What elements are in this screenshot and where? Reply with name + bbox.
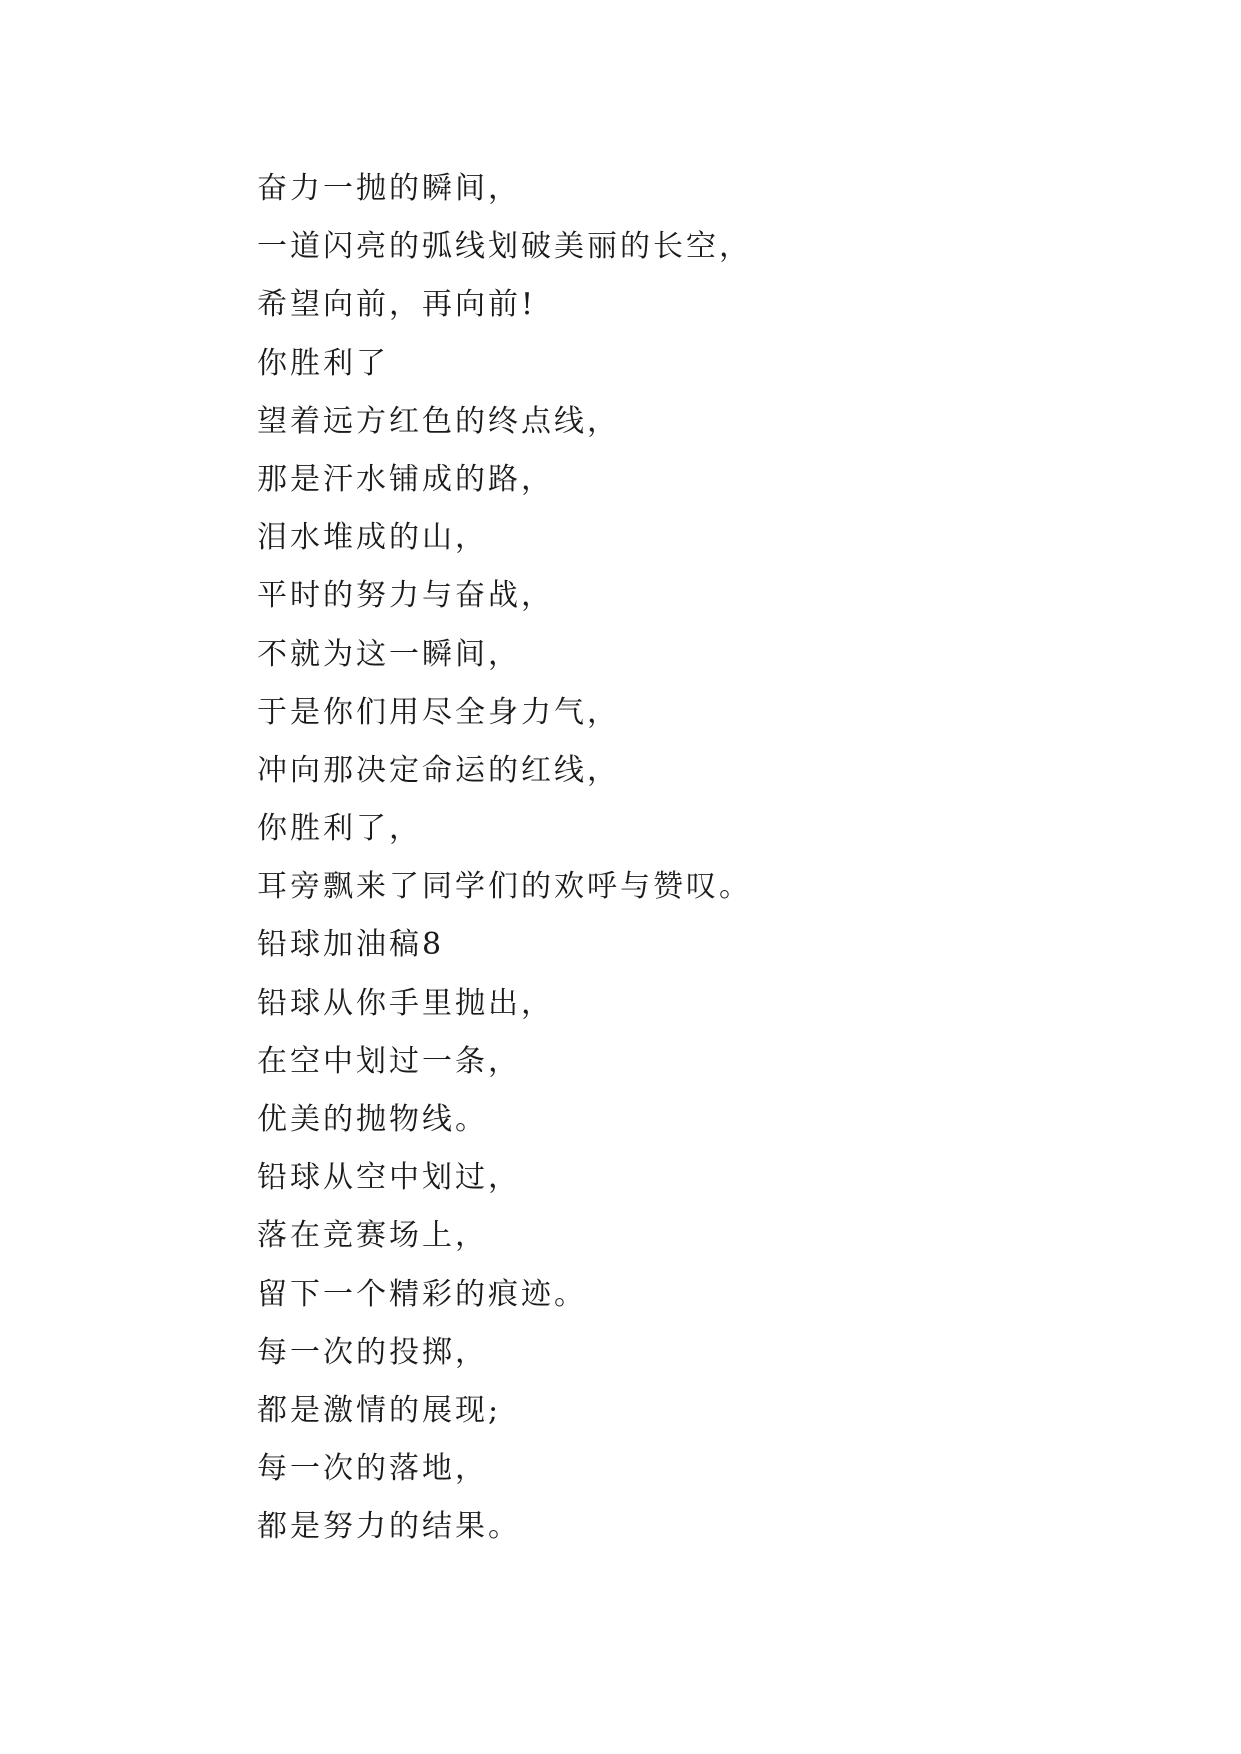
section-heading: 铅球加油稿8 bbox=[257, 927, 445, 963]
text-line: 泪水堆成的山， bbox=[257, 520, 488, 556]
text-line: 你胜利了 bbox=[257, 345, 389, 381]
text-line: 每一次的落地， bbox=[257, 1451, 488, 1487]
poem-text bbox=[257, 160, 752, 1557]
text-line: 耳旁飘来了同学们的欢呼与赞叹。 bbox=[257, 869, 752, 905]
text-line: 在空中划过一条， bbox=[257, 1043, 521, 1079]
text-line: 平时的努力与奋战， bbox=[257, 578, 554, 614]
text-line: 奋力一抛的瞬间， bbox=[257, 171, 521, 206]
text-line: 希望向前，再向前! bbox=[257, 287, 537, 323]
text-line: 都是激情的展现; bbox=[257, 1392, 502, 1428]
text-line: 望着远方红色的终点线， bbox=[257, 403, 620, 439]
text-line: 那是汗水铺成的路， bbox=[257, 461, 554, 497]
text-line: 一道闪亮的弧线划破美丽的长空， bbox=[257, 229, 752, 265]
text-line: 优美的抛物线。 bbox=[257, 1102, 488, 1137]
text-line: 你胜利了， bbox=[257, 811, 422, 847]
text-line: 于是你们用尽全身力气， bbox=[257, 694, 620, 730]
text-line: 留下一个精彩的痕迹。 bbox=[257, 1276, 587, 1312]
text-line: 都是努力的结果。 bbox=[257, 1509, 521, 1545]
text-line: 铅球从你手里抛出， bbox=[257, 985, 554, 1021]
text-line: 不就为这一瞬间， bbox=[257, 636, 521, 672]
text-line: 每一次的投掷， bbox=[257, 1334, 488, 1370]
text-line: 冲向那决定命运的红线， bbox=[257, 752, 620, 788]
text-line: 落在竞赛场上， bbox=[257, 1218, 488, 1254]
text-line: 铅球从空中划过， bbox=[257, 1160, 521, 1196]
